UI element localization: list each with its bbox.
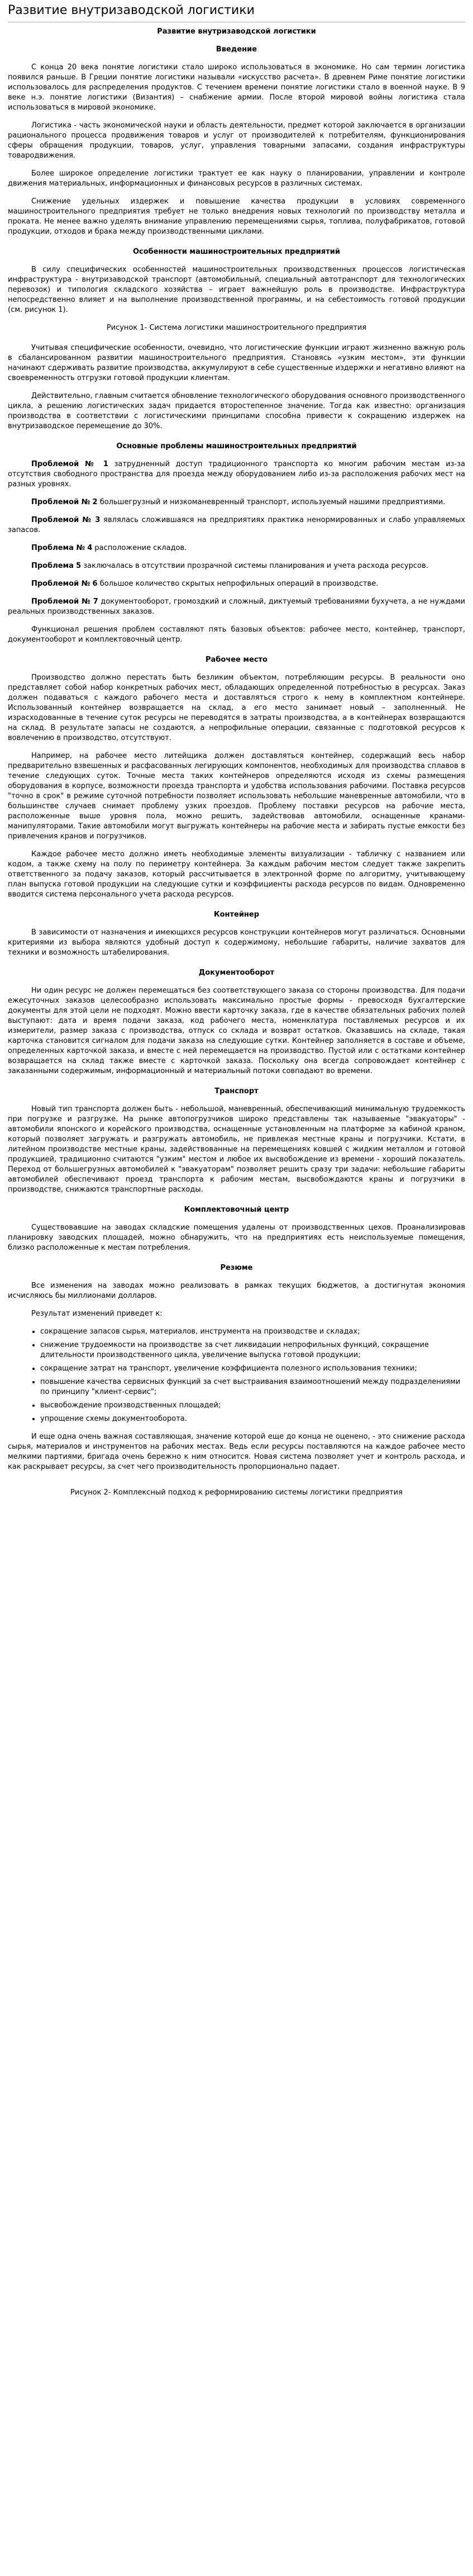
problem-item (8, 459, 465, 490)
problem-number: 1 (103, 460, 108, 468)
paragraph: В зависимости от назначения и имеющихся ресурсов конструкции контейнеров могут различаться. Основными критериями из выбора являются удобный доступ к содержимому, небольшие габариты, наличие захватов для техники и возможность штабелирования. (8, 928, 465, 957)
paragraph: Действительно, главным считается обновление технологического оборудования основного производственного цикла, а решению логистических задач придается второстепенное значение. Тогда как известно: организация производства в соответствии с логистическими принципами способна привести к сокращению издержек на внутризаводское перемещение до 30%. (8, 392, 465, 430)
paragraph: Функционал решения проблем составляют пять базовых объектов: рабочее место, контейнер, транспорт, документооборот и комплектовочный центр. (8, 625, 465, 644)
page-title: Развитие внутризаводской логистики (8, 2, 465, 22)
problem-label: Проблема (31, 562, 74, 570)
problem-text: расположение складов. (92, 544, 187, 552)
section-heading-container: Контейнер (213, 910, 260, 919)
list-item: • повышение качества сервисных функций за счет выстраивания взаимоотношений между подразделениями по принципу "клиент-сервис"; (40, 1377, 465, 1397)
paragraph: Например, на рабочее место литейщика должен доставляться контейнер, содержащий весь набор предварительно взвешенных и расфасованных легирующих компонентов, необходимых для производства сплавов в течение следующих суток. Точные места таких контейнеров определяются исходя из схемы размещения оборудования в корпусе, возможности проезда транспорта и удобства использования рабочими. Поставка ресурсов "точно в срок" в режиме суточной потребности позволяет использовать небольшие маневренные автомобили, что в большинстве случаев снимает проблему узких проездов. Проблему поставки ресурсов на рабочие места, расположенные выше уровня пола, можно решить, задействовав автомобили, оснащенные кранами-манипуляторами. Такие автомобили могут выгружать контейнеры на рабочие места и забирать пустые емкости без привлечения кранов и погрузчиков. (8, 752, 465, 841)
problem-text: заключалась в отсутствии прозрачной системы планирования и учета расхода ресурсов. (81, 562, 428, 570)
problem-number: 4 (87, 544, 93, 552)
problem-text: являлась сложившаяся на предприятиях практика ненормированных и слабо управляемых запасов. (8, 516, 465, 534)
problem-item (8, 543, 465, 553)
section-heading-center: Комплектовочный центр (184, 1206, 289, 1214)
paragraph: Результат изменений приведет к: (31, 1310, 163, 1318)
problem-item (8, 561, 465, 571)
paragraph: Ни один ресурс не должен перемещаться без соответствующего заказа со стороны производства. Для подачи ежесуточных заказов целесообразно использовать максимально простые формы - превосходя бухгалтерские документы для этой цели не подходят. Можно ввести карточку заказа, где в качестве обязательных рабочих полей выступают: дата и время подачи заказа, код рабочего места, номенклатура поставляемых ресурсов и их измерители, размер заказа с производства, отпуск со склада и возврат остатков. Оказавшись на складе, такая карточка становится сигналом для подачи заказа на следующие сутки. Контейнер заполняется в составе и объеме, определенных карточкой заказа, и вместе с ней перемещается на производство. Пустой или с остатками контейнер возвращается на склад также вместе с карточкой заказа. Поскольку она всегда сопровождает контейнер с заказанными содержимым, информационный и материальный потоки совпадают во времени. (8, 986, 465, 1075)
paragraph: Логистика - часть экономической науки и область деятельности, предмет которой заключается в организации рационального процесса продвижения товаров и услуг от производителей к потребителям, функционирования сферы обращения продукции, товаров, услуг, управления товарными запасами, создания инфраструктуры товародвижения. (8, 121, 465, 160)
problem-text: большегрузный и низкоманевренный транспорт, используемый нашими предприятиями. (97, 498, 446, 506)
problem-label: Проблемой № (31, 460, 98, 468)
figure-caption: Рисунок 1- Система логистики машиностроительного предприятия (106, 324, 367, 332)
section-heading-features: Особенности машиностроительных предприятий (132, 248, 340, 256)
paragraph: И еще одна очень важная составляющая, значение которой еще до конца не оценено, - это снижение расхода сырья, материалов и инструментов на рабочих местах. Ведь если ресурсы поставляются на каждое рабочее место мелкими партиями, бригада очень бережно к ним относится. Новая система позволяет учет и контроль расхода, и как раскрывает ресурсы, за счет чего производительность пропорционально падает. (8, 1432, 465, 1471)
paragraph: С конца 20 века понятие логистики стало широко использоваться в экономике. Но сам термин логистика появился раньше. В Греции понятие логистики называли «искусство расчета». В древнем Риме понятие логистики использовалось для распределения продуктов. С течением времени понятие логистики стало в военной науке. В 9 веке н.э. понятие логистики (Византия) – снабжение армии. После второй мировой войны логистика стала использоваться в мировой экономике. (8, 63, 465, 112)
paragraph: В силу специфических особенностей машиностроительных производственных процессов логистическая инфраструктура - внутризаводской транспорт (автомобильный, специальный автотранспорт для технологических перевозок) и типология складского хозяйства – играет важнейшую роль в производстве. Инфраструктура непосредственно влияет и на выполнение производственной программы, и на себестоимость готовой продукции (см. рисунок 1). (8, 265, 465, 314)
problem-label: Проблемой № (31, 580, 90, 588)
problem-text: большое количество скрытых непрофильных операций в производстве. (97, 580, 379, 588)
paragraph: Производство должно перестать быть безликим объектом, потребляющим ресурсы. В реальности оно представляет собой набор конкретных рабочих мест, обладающих определенной потребностью в ресурсах. Заказ должен подаваться с каждого рабочего места и доставляться строго к нему в комплектном контейнере. Использованный контейнер возвращается на склад, а его место занимает новый – заполненный. Не израсходованные в течение суток ресурсы не переводятся в затраты производства, а в контейнерах возвращаются на склад. В результате запасы не создаются, а непрофильные операции, связанные с подготовкой ресурсов к вовлечению в производство, отсутствуют. (8, 673, 465, 742)
problem-text: затрудненный доступ традиционного транспорта ко многим рабочим местам из-за отсутствия свободного пространства для проезда между оборудованием либо из-за расположения рабочих мест на разных уровнях. (8, 460, 465, 488)
section-heading-problems: Основные проблемы машиностроительных предприятий (116, 442, 357, 450)
problem-number: 3 (95, 516, 101, 524)
paragraph: Существовавшие на заводах складские помещения удалены от производственных цехов. Проанализировав планировку заводских площадей, можно обнаружить, что на предприятиях есть неиспользуемые помещения, близко расположенные к местам потребления. (8, 1223, 465, 1252)
section-heading-transport: Транспорт (214, 1087, 259, 1095)
problem-item (8, 515, 465, 535)
problem-item (8, 579, 465, 589)
paragraph: Все изменения на заводах можно реализовать в рамках текущих бюджетов, а достигнутая экономия исчисляюсь бы миллионами долларов. (8, 1282, 465, 1300)
list-item: • упрощение схемы документооборота. (40, 1414, 465, 1424)
problem-label: Проблемой № (31, 516, 92, 524)
problem-item (8, 497, 465, 507)
list-item: • снижение трудоемкости на производстве за счет ликвидации непрофильных функций, сокращение длительности производственного цикла, увеличение выпуска готовой продукции; (40, 1340, 465, 1360)
document-title: Развитие внутризаводской логистики (157, 27, 316, 36)
results-list (8, 1327, 465, 1424)
problem-number: 6 (92, 580, 98, 588)
paragraph: Новый тип транспорта должен быть - небольшой, маневренный, обеспечивающий минимальную трудоемкость при погрузке и разгрузке. На рынке автопогрузчиков широко представлены так называемые "эвакуаторы" - автомобили японского и корейского производства, оснащенные установленным на платформе за кабиной краном, который позволяет загружать и разгружать автомобиль, не привлекая местные краны и погрузчики. Кстати, в литейном производстве местные краны, задействованные на перемещениях ковшей с жидким металлом и готовой продукцией, традиционно считаются "узким" местом и любое их высвобождение из времени - хороший показатель. Переход от большегрузных автомобилей к "эвакуаторам" позволяет решить сразу три задачи: небольшие габариты автомобилей обеспечивают проезд транспорта к рабочим местам, высвобождаются краны и погрузчики в производстве, снижаются транспортные расходы. (8, 1105, 465, 1194)
problem-number: 5 (76, 562, 82, 570)
problem-label: Проблемой № (31, 498, 90, 506)
paragraph: Более широкое определение логистики трактует ее как науку о планировании, управлении и контроле движения материальных, информационных и финансовых ресурсов в различных системах. (8, 169, 465, 188)
list-item: • сокращение запасов сырья, материалов, инструмента на производстве и складах; (40, 1327, 465, 1337)
paragraph: Учитывая специфические особенности, очевидно, что логистические функции играют жизненно важную роль в сбалансированном развитии машиностроительного предприятия. Становясь «узким местом», эти функции начинают сдерживать развитие производства, аккумулируют в себе существенные издержки и негативно влияют на своевременность отгрузки готовой продукции клиентам. (8, 344, 465, 382)
list-item: • сокращение затрат на транспорт, увеличение коэффициента полезного использования техники; (40, 1364, 465, 1374)
section-heading-workplace: Рабочее место (205, 656, 267, 664)
paragraph: Снижение удельных издержек и повышение качества продукции в условиях современного машиностроительного предприятия требует не только внедрения новых технологий по производству металла и проката. Не менее важно уделять внимание управлению перемещениями сырья, топлива, полуфабрикатов, готовой продукции, отходов и брака между производственными циклами. (8, 197, 465, 236)
section-heading-summary: Резюме (220, 1264, 253, 1272)
paragraph: Каждое рабочее место должно иметь необходимые элементы визуализации - табличку с названием или кодом, а также схему на полу по периметру контейнера. За каждым рабочим местом следует также закрепить ответственного за подачу заказов, который рассчитывается в электронной форме по алгоритму, учитывающему план выпуска готовой продукции на следующие сутки и коэффициенты расхода ресурсов по видам. Одновременно вводится система персонального учета расхода ресурсов. (8, 850, 465, 899)
problem-label: Проблема № (31, 544, 85, 552)
list-item: • высвобождение производственных площадей; (40, 1401, 465, 1411)
section-heading-docflow: Документооборот (198, 969, 275, 977)
problem-text: документооборот, громоздкий и сложный, диктуемый требованиями бухучета, а не нуждами реальных производственных заказов. (8, 597, 465, 616)
problem-number: 7 (93, 597, 98, 606)
problem-number: 2 (92, 498, 98, 506)
section-heading-intro: Введение (216, 45, 257, 54)
figure-caption: Рисунок 2- Комплексный подход к реформированию системы логистики предприятия (70, 1488, 403, 1497)
problem-item (8, 597, 465, 617)
problem-label: Проблемой № (31, 597, 91, 606)
